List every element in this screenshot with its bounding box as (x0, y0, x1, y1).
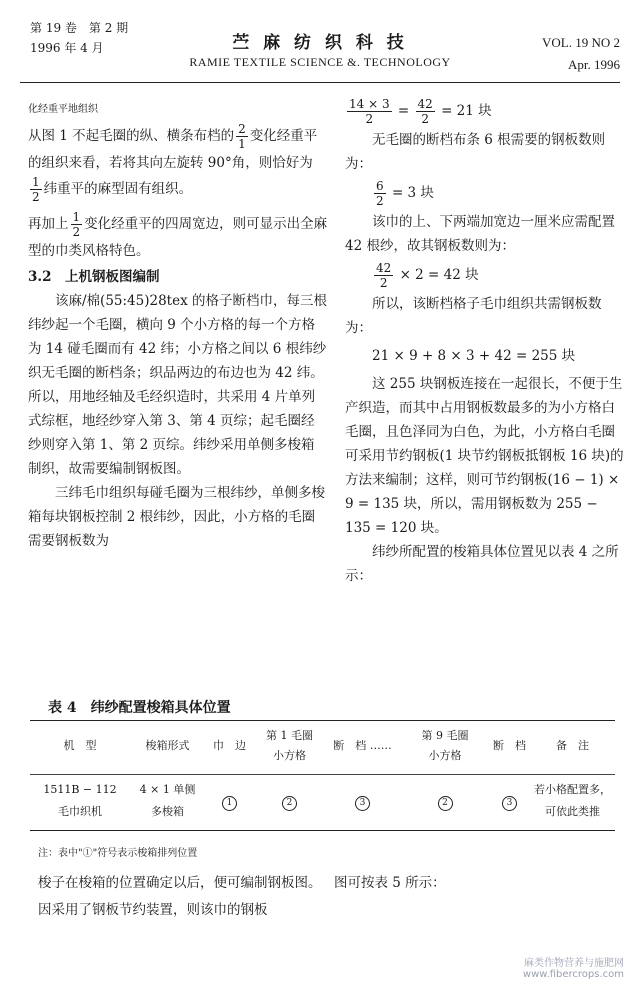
eq3-result: × 2 = 42 块 (399, 267, 479, 283)
fraction-den: 2 (379, 275, 388, 290)
cell-edge-position (202, 792, 257, 812)
bottom-left-paragraph: 梭子在梭箱的位置确定以后，便可编制钢板图。因采用了钢板节约装置，则该巾的钢板 (38, 875, 322, 918)
eq3-fraction (374, 261, 393, 290)
table-rule-mid (30, 774, 615, 775)
header-loop9-b: 小方格 (428, 749, 462, 762)
paragraph-4: 三纬毛巾组织每碰毛圈为三根纬纱，单侧多梭箱每块钢板控制 2 根纬纱，因此，小方格的毛圈需要钢板数为 (28, 485, 325, 549)
header-loop9-a: 第 9 毛圈 (421, 729, 469, 742)
watermark: 麻类作物营养与施肥网 www.fibercrops.com (522, 958, 624, 980)
paragraph-6: 该巾的上、下两端加宽边一厘米应需配置 42 根纱，故其钢板数则为： (345, 214, 615, 254)
journal-title-en: RAMIE TEXTILE SCIENCE &. TECHNOLOGY (189, 55, 451, 69)
fraction-1-2 (30, 175, 42, 204)
cell-model-b: 毛巾织机 (58, 805, 102, 818)
p1-text-b: 变化经重平的组织来看，若将其向左旋转 90°角，则恰好为 (28, 128, 318, 171)
section-heading (28, 265, 328, 289)
cell-form-b: 多梭箱 (151, 805, 184, 818)
cell-remark-a: 若小格配置多， (534, 783, 611, 796)
header-model: 机 型 (63, 739, 97, 752)
section-title: 上机钢板图编制 (65, 269, 160, 285)
journal-title (140, 28, 500, 70)
journal-title-cn: 苎 麻 纺 织 科 技 (232, 33, 408, 53)
right-column (345, 96, 625, 588)
cell-gap2-position (482, 792, 537, 812)
circled-number: 3 (355, 796, 370, 811)
header-gap-2: 断 档 (493, 739, 526, 752)
paragraph-2 (28, 210, 328, 263)
date-en: Apr. 1996 (568, 57, 620, 72)
eq2-result: = 3 块 (391, 185, 434, 201)
header-shuttle-form: 梭箱形式 (145, 739, 190, 752)
fraction-2-1 (236, 122, 248, 151)
circled-number: 3 (502, 796, 517, 811)
cell-loop1-position (252, 792, 327, 812)
header-rule (20, 82, 620, 83)
equation-3 (345, 258, 625, 292)
fraction-den: 2 (376, 193, 384, 208)
cell-loop9-position (405, 792, 485, 812)
cell-form-a: 4 × 1 单侧 (139, 783, 196, 796)
cell-gap-position (320, 792, 405, 812)
fraction-num: 2 (238, 122, 246, 136)
cell-model-a: 1511B − 112 (43, 783, 117, 796)
header-edge: 巾 边 (213, 739, 246, 752)
table-rule-top (30, 720, 615, 721)
equation-2 (345, 176, 625, 210)
eq1-result: = 21 块 (441, 103, 492, 119)
p1-text-a: 从图 1 不起毛圈的纵、横条布档的 (28, 128, 235, 144)
p2-text-a: 再加上 (28, 216, 69, 232)
volume-issue-en: VOL. 19 NO 2 (542, 35, 620, 50)
fraction-den: 2 (32, 190, 40, 204)
paragraph-8: 这 255 块钢板连接在一起很长，不便于生产织造，而其中占用钢板数最多的为小方格白毛圈，且色泽同为白色，为此，小方格白毛圈可采用节约钢板(1 块节约钢板抵钢板 16 块)的方法来编制；这样，则可节约钢板(16 − 1) × 9 = 135 块，所以，需用钢板数为 255 − 135 = 120 块。 (345, 376, 624, 536)
fraction-num: 1 (72, 210, 81, 224)
fraction-num: 14 × 3 (349, 96, 390, 111)
eq2-fraction (374, 179, 386, 208)
issue-info-cn (30, 18, 128, 58)
fraction-1-2b (71, 210, 83, 239)
circled-number: 1 (222, 796, 237, 811)
table-note: 注：表中"①"符号表示梭箱排列位置 (38, 848, 198, 859)
table-title: 表 4 纬纱配置梭箱具体位置 (48, 700, 231, 716)
paragraph-3: 该麻/棉(55:45)28tex 的格子断档巾，每三根纬纱起一个毛圈，横向 9 个小方格的每一个方格为 14 碰毛圈而有 42 纬；小方格之间以 6 根纬纱织无毛圈的断档条；织品两边的布边也为 42 纬。所以，用地经轴及毛经织造时，共采用 4 片单列式综框，地经纱穿入第 3、第 4 页综；起毛圈经纱则穿入第 1、第 2 页综。纬纱采用单侧多梭箱制织，故需要编制钢板图。 (28, 293, 327, 477)
volume-issue-cn: 第 19 卷 第 2 期 (30, 21, 129, 35)
header-gap: 断 档 …… (333, 739, 392, 752)
paragraph-7: 所以，该断档格子毛巾组织共需钢板数为： (345, 296, 602, 336)
p1-text-c: 纬重平的麻型固有组织。 (43, 181, 193, 197)
header-remark: 备 注 (556, 739, 589, 752)
fraction-den: 2 (421, 111, 429, 126)
bottom-right-paragraph: 图可按表 5 所示： (334, 875, 446, 891)
header-loop1-b: 小方格 (273, 749, 306, 762)
table-rule-bottom (30, 830, 615, 831)
left-column (28, 102, 328, 553)
fraction-den: 2 (72, 225, 81, 239)
fraction-den: 1 (238, 137, 246, 151)
paragraph-5: 无毛圈的断档布条 6 根需要的钢板数则为： (345, 132, 606, 172)
circled-number: 2 (282, 796, 297, 811)
p2-text-b: 变化经重平的四周宽边，则可显示出全麻型的巾类风格特色。 (28, 216, 328, 259)
fraction-num: 1 (32, 175, 40, 189)
fraction-num: 6 (376, 178, 384, 193)
date-cn: 1996 年 4 月 (30, 41, 104, 55)
fraction-num: 42 (376, 260, 392, 275)
section-number: 3.2 (28, 269, 52, 285)
fraction-den: 2 (365, 111, 374, 126)
issue-info-en (542, 32, 620, 76)
equation-4: 21 × 9 + 8 × 3 + 42 = 255 块 (372, 348, 576, 364)
equation-1: $\frac{14 \times 3}{2}$ = $\frac{42}{2}$ = 21 块 (349, 96, 492, 126)
eq1-fraction (347, 97, 392, 126)
running-title: 化经重平地组织 (28, 104, 98, 115)
fraction-num: 42 (417, 96, 433, 111)
paragraph-1 (28, 122, 328, 204)
cell-remark-b: 可依此类推 (545, 805, 600, 818)
table-4 (30, 720, 615, 832)
paragraph-9: 纬纱所配置的梭箱具体位置见以表 4 之所示： (345, 544, 619, 584)
circled-number: 2 (438, 796, 453, 811)
header-loop1-a: 第 1 毛圈 (266, 729, 313, 742)
eq1-mid-fraction (416, 97, 435, 126)
